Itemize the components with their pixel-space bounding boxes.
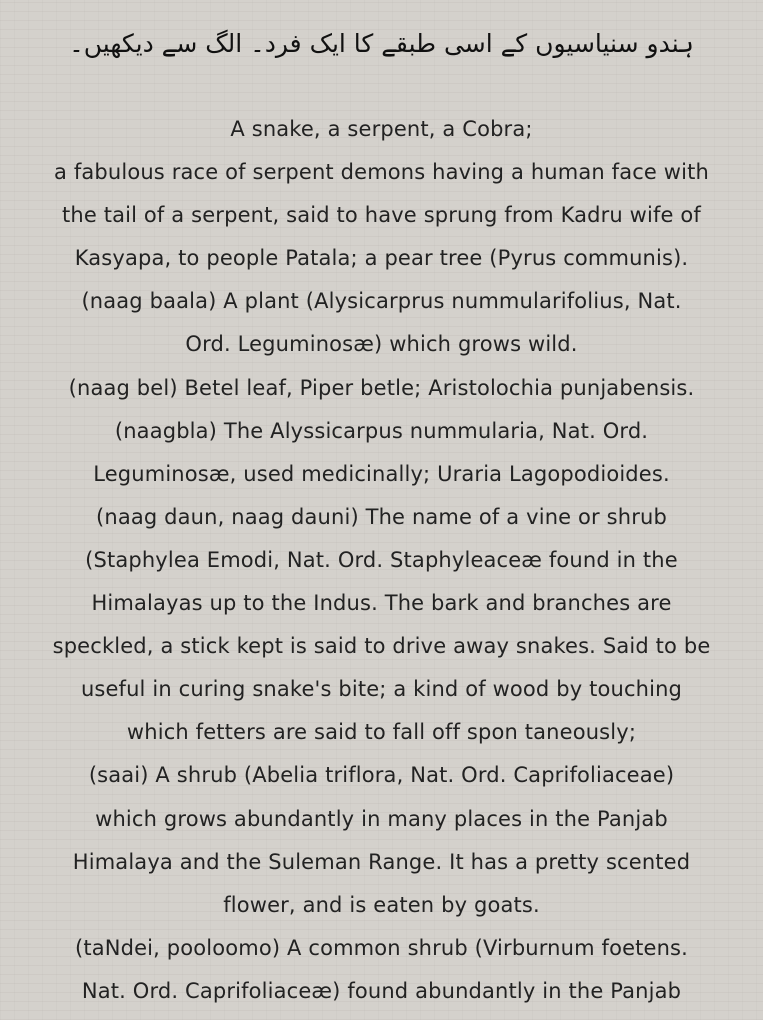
definition-line: Leguminosæ, used medicinally; Uraria Lagopodioides.: [93, 461, 670, 486]
definition-line: (taNdei, pooloomo) A common shrub (Virburnum foetens.: [75, 935, 688, 960]
definition-line: (naag bel) Betel leaf, Piper betle; Aristolochia punjabensis.: [68, 375, 695, 400]
definition-line: flower, and is eaten by goats.: [223, 892, 540, 917]
definition-line: speckled, a stick kept is said to drive away snakes. Said to be: [52, 634, 711, 659]
definition-line: useful in curing snake's bite; a kind of wood by touching: [80, 677, 683, 702]
definition-line: which fetters are said to fall off spon taneously;: [126, 720, 637, 745]
definition-line: (Staphylea Emodi, Nat. Ord. Staphyleaceæ found in the: [85, 547, 678, 572]
definition-line: Himalaya and the Suleman Range. It has a pretty scented: [72, 849, 691, 874]
definition-line: (saai) A shrub (Abelia triflora, Nat. Ord. Caprifoliaceae): [88, 763, 675, 788]
definition-line: A snake, a serpent, a Cobra;: [230, 117, 533, 141]
definition-line: (naag daun, naag dauni) The name of a vine or shrub: [96, 504, 667, 529]
definition-line: a fabulous race of serpent demons having a human face with: [54, 160, 709, 185]
urdu-heading: ہندو سنیاسیوں کے اسی طبقے کا ایک فرد۔ الگ سے دیکھیں۔: [69, 29, 694, 58]
definition-line: Himalayas up to the Indus. The bark and branches are: [91, 591, 672, 616]
definition-line: which grows abundantly in many places in the Panjab: [95, 806, 668, 831]
definition-line: (naag baala) A plant (Alysicarprus nummularifolius, Nat.: [81, 289, 682, 314]
definition-line: (naagbla) The Alyssicarpus nummularia, Nat. Ord.: [114, 418, 649, 443]
definition-line: Ord. Leguminosæ) which grows wild.: [185, 332, 578, 357]
definition-line: the tail of a serpent, said to have sprung from Kadru wife of: [62, 203, 701, 228]
definition-text: [8, 108, 755, 1013]
definition-line: Nat. Ord. Caprifoliaceæ) found abundantly in the Panjab: [81, 978, 682, 1003]
definition-line: Kasyapa, to people Patala; a pear tree (Pyrus communis).: [74, 246, 689, 271]
